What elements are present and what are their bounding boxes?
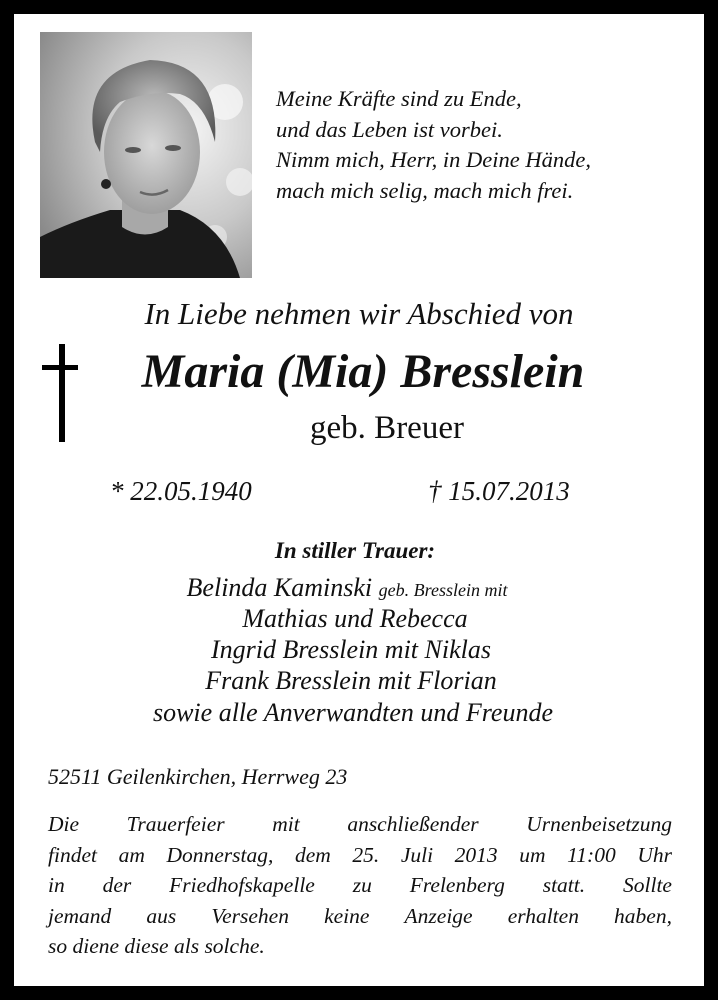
- poem-line: und das Leben ist vorbei.: [276, 116, 503, 142]
- maiden-name: geb. Breuer: [310, 410, 464, 446]
- funeral-notice: [48, 809, 672, 962]
- notice-line: in der Friedhofskapelle zu Frelenberg statt. Sollte: [48, 873, 672, 897]
- farewell-intro: In Liebe nehmen wir Abschied von: [144, 296, 574, 331]
- mourner-line: Mathias und Rebecca: [242, 604, 468, 633]
- mourner-note: geb. Bresslein mit: [378, 580, 508, 600]
- notice-line: Die Trauerfeier mit anschließender Urnenbeisetzung: [48, 812, 672, 836]
- family-address: 52511 Geilenkirchen, Herrweg 23: [48, 764, 348, 789]
- deceased-name: Maria (Mia) Bresslein: [141, 345, 585, 398]
- notice-line: findet am Donnerstag, dem 25. Juli 2013 um 11:00 Uhr: [48, 842, 672, 867]
- notice-line: jemand aus Versehen keine Anzeige erhalten haben,: [48, 903, 672, 928]
- mourner-line: [14, 572, 692, 606]
- poem: [276, 84, 696, 206]
- mourner-line: sowie alle Anverwandten und Freunde: [152, 698, 554, 727]
- notice-line: so diene diese als solche.: [48, 934, 265, 958]
- mourner-line: Ingrid Bresslein mit Niklas: [211, 635, 491, 664]
- poem-line: mach mich selig, mach mich frei.: [276, 177, 574, 203]
- death-date: † 15.07.2013: [428, 476, 570, 506]
- birth-date: * 22.05.1940: [110, 476, 252, 506]
- poem-line: Nimm mich, Herr, in Deine Hände,: [276, 147, 591, 172]
- mourner-name: Belinda Kaminski: [186, 573, 373, 602]
- portrait-photo: [40, 32, 252, 278]
- poem-line: Meine Kräfte sind zu Ende,: [276, 86, 522, 111]
- mourners-heading: In stiller Trauer:: [274, 538, 436, 563]
- obituary-card: [14, 14, 704, 986]
- mourner-line: Frank Bresslein mit Florian: [205, 666, 497, 695]
